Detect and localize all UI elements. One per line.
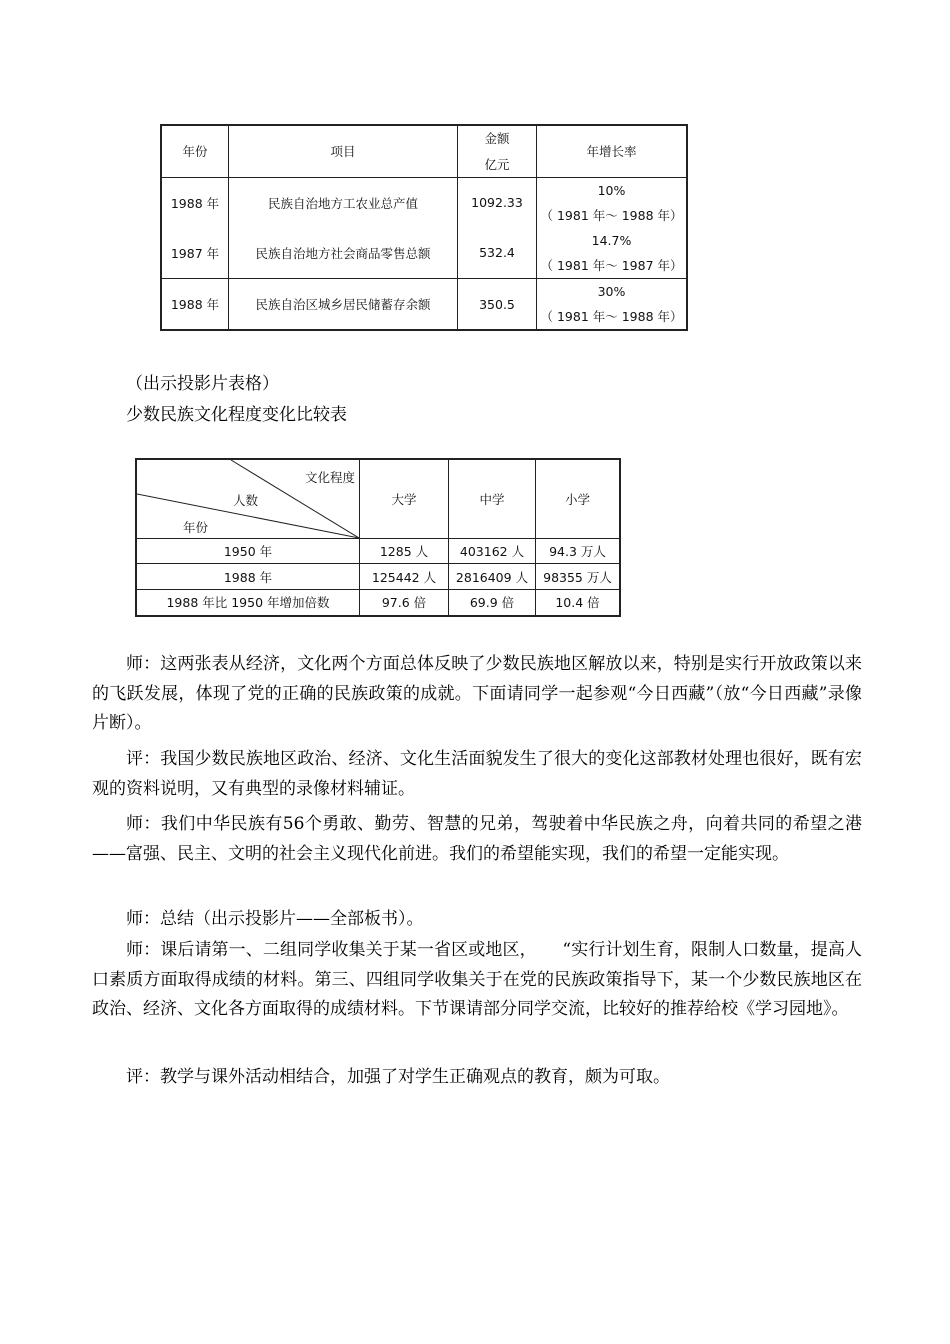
table-row <box>136 539 620 564</box>
rate-value: 10% <box>597 182 626 198</box>
cell: 2816409 人 <box>449 564 536 590</box>
corner-header <box>136 459 360 539</box>
row-year: 1988 年 <box>161 177 229 228</box>
corner-bottom-label: 年份 <box>183 520 209 535</box>
cell: 94.3 万人 <box>536 539 621 564</box>
cell: 98355 万人 <box>536 564 621 590</box>
cell: 10.4 倍 <box>536 590 621 616</box>
rate-value: 14.7% <box>591 232 632 248</box>
header-rate: 年增长率 <box>537 125 688 177</box>
cell: 125442 人 <box>360 564 449 590</box>
corner-top-label: 文化程度 <box>304 470 355 485</box>
row-year: 1988 年 <box>161 279 229 331</box>
row-item: 民族自治地方社会商品零售总额 <box>229 228 458 279</box>
rate-period: （ 1981 年～ 1988 年） <box>540 309 683 324</box>
paragraph-teacher-1: 师：这两张表从经济，文化两个方面总体反映了少数民族地区解放以来，特别是实行开放政策以来的飞跃发展，体现了党的正确的民族政策的成就。下面请同学一起参观“今日西藏”（放“今日西藏”录像片断）。 <box>92 654 862 733</box>
table-title: 少数民族文化程度变化比较表 <box>126 405 347 425</box>
row-label: 1950 年 <box>136 539 360 564</box>
row-rate <box>537 177 688 228</box>
cell: 403162 人 <box>449 539 536 564</box>
header-middle-school: 中学 <box>449 459 536 539</box>
table-row <box>161 279 687 331</box>
paragraph-teacher-2: 师：我们中华民族有56个勇敢、勤劳、智慧的兄弟，驾驶着中华民族之舟，向着共同的希望之港——富强、民主、文明的社会主义现代化前进。我们的希望能实现，我们的希望一定能实现。 <box>92 814 862 864</box>
header-amount <box>458 125 537 177</box>
table-row <box>161 177 687 228</box>
corner-middle-label: 人数 <box>233 493 259 508</box>
row-amount: 1092.33 <box>458 177 537 228</box>
row-label: 1988 年比 1950 年增加倍数 <box>136 590 360 616</box>
row-item: 民族自治区城乡居民储蓄存余额 <box>229 279 458 331</box>
row-label: 1988 年 <box>136 564 360 590</box>
row-year: 1987 年 <box>161 228 229 279</box>
cell: 97.6 倍 <box>360 590 449 616</box>
paragraph-comment-2: 评：教学与课外活动相结合，加强了对学生正确观点的教育，颇为可取。 <box>126 1067 670 1087</box>
header-university: 大学 <box>360 459 449 539</box>
table-row <box>136 564 620 590</box>
rate-period: （ 1981 年～ 1988 年） <box>540 207 683 223</box>
header-amount-line1: 金额 <box>484 131 510 147</box>
row-item: 民族自治地方工农业总产值 <box>229 177 458 228</box>
rate-period: （ 1981 年～ 1987 年） <box>540 257 683 273</box>
row-rate <box>537 279 688 331</box>
header-year: 年份 <box>161 125 229 177</box>
paragraph-comment-1: 评：我国少数民族地区政治、经济、文化生活面貌发生了很大的变化这部教材处理也很好，既有宏观的资料说明，又有典型的录像材料辅证。 <box>92 749 862 799</box>
header-primary-school: 小学 <box>536 459 621 539</box>
table-row <box>136 590 620 616</box>
economy-table <box>160 124 688 331</box>
paragraph-teacher-3: 师：总结（出示投影片——全部板书）。 <box>126 909 424 929</box>
row-rate <box>537 228 688 279</box>
cell: 69.9 倍 <box>449 590 536 616</box>
table-row <box>161 228 687 279</box>
cell: 1285 人 <box>360 539 449 564</box>
paragraph-teacher-4: 师：课后请第一、二组同学收集关于某一省区或地区， “实行计划生育，限制人口数量，提高人口素质方面取得成绩的材料。第三、四组同学收集关于在党的民族政策指导下，某一个少数民族地区在政治、经济、文化各方面取得的成绩材料。下节课请部分同学交流，比较好的推荐给校《学习园地》。 <box>92 940 862 1019</box>
header-amount-line2: 亿元 <box>484 157 510 173</box>
caption-projection: （出示投影片表格） <box>126 374 279 394</box>
education-table <box>135 458 621 617</box>
row-amount: 350.5 <box>458 279 537 331</box>
rate-value: 30% <box>597 284 626 299</box>
row-amount: 532.4 <box>458 228 537 279</box>
header-item: 项目 <box>229 125 458 177</box>
